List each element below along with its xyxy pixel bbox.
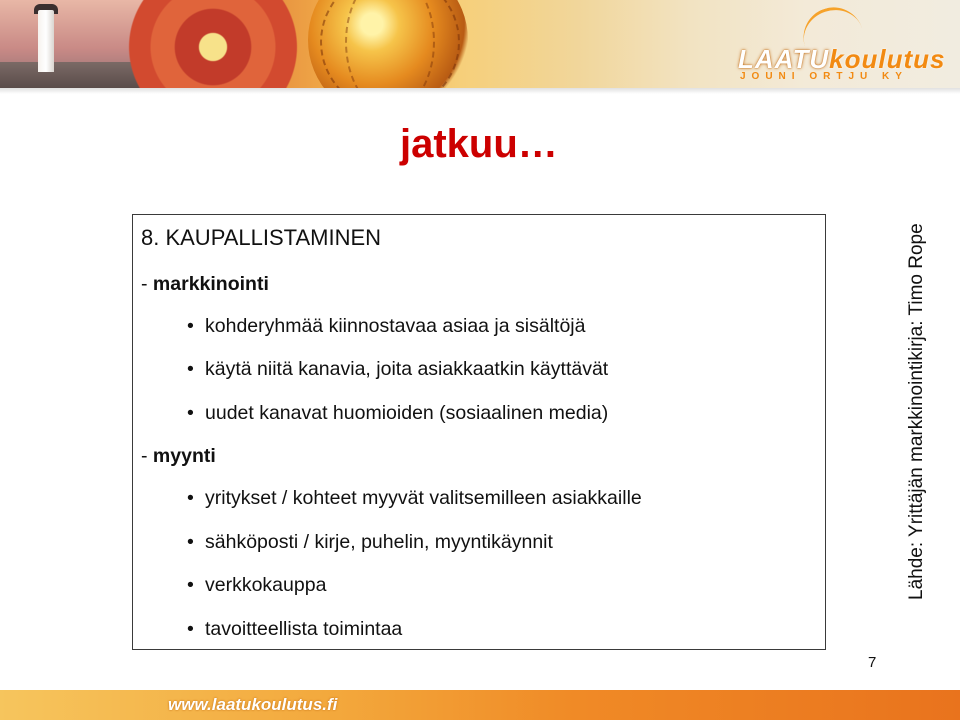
globe-ring-decoration [345, 0, 435, 88]
lighthouse-image [38, 10, 54, 72]
list-item-text: tavoitteellista toimintaa [205, 618, 403, 640]
bullet-icon: • [187, 487, 194, 509]
source-citation: Lähde: Yrittäjän markkinointikirja: Timo Rope [906, 223, 927, 600]
group-label-myynti: - myynti [141, 445, 216, 467]
bullet-icon: • [187, 531, 194, 553]
bullet-icon: • [187, 315, 194, 337]
bullet-icon: • [187, 618, 194, 640]
logo-subtitle: JOUNI ORTJU KY [740, 71, 908, 82]
section-heading: 8. KAUPALLISTAMINEN [141, 225, 382, 250]
list-item-text: kohderyhmää kiinnostavaa asiaa ja sisältöjä [205, 315, 586, 337]
list-item [187, 574, 326, 597]
list-item [187, 531, 553, 554]
list-item [187, 315, 585, 338]
group-label-text: myynti [152, 445, 216, 467]
bullet-icon: • [187, 358, 194, 380]
bullet-icon: • [187, 402, 194, 424]
list-item [187, 618, 402, 641]
list-item-text: käytä niitä kanavia, joita asiakkaatkin käyttävät [205, 358, 609, 380]
slide-title: jatkuu… [400, 122, 558, 166]
logo-part2: koulutus [829, 44, 946, 74]
list-item-text: uudet kanavat huomioiden (sosiaalinen media) [205, 402, 609, 424]
list-item [187, 487, 642, 510]
list-item [187, 358, 608, 381]
list-item-text: verkkokauppa [205, 574, 327, 596]
header-banner [0, 0, 960, 88]
list-item-text: sähköposti / kirje, puhelin, myyntikäynnit [205, 531, 553, 553]
list-item [187, 402, 608, 425]
content-box [132, 214, 826, 650]
footer-url-link[interactable]: www.laatukoulutus.fi [168, 695, 338, 714]
group-label-text: markkinointi [152, 273, 269, 295]
footer-bar [0, 690, 960, 720]
list-item-text: yritykset / kohteet myyvät valitsemilleen asiakkaille [205, 487, 642, 509]
page-number: 7 [868, 654, 877, 671]
logo-part1: LAATU [738, 44, 830, 74]
bullet-icon: • [187, 574, 194, 596]
group-label-markkinointi: - markkinointi [141, 273, 269, 295]
flower-image [118, 0, 308, 88]
banner-shadow [0, 88, 960, 94]
